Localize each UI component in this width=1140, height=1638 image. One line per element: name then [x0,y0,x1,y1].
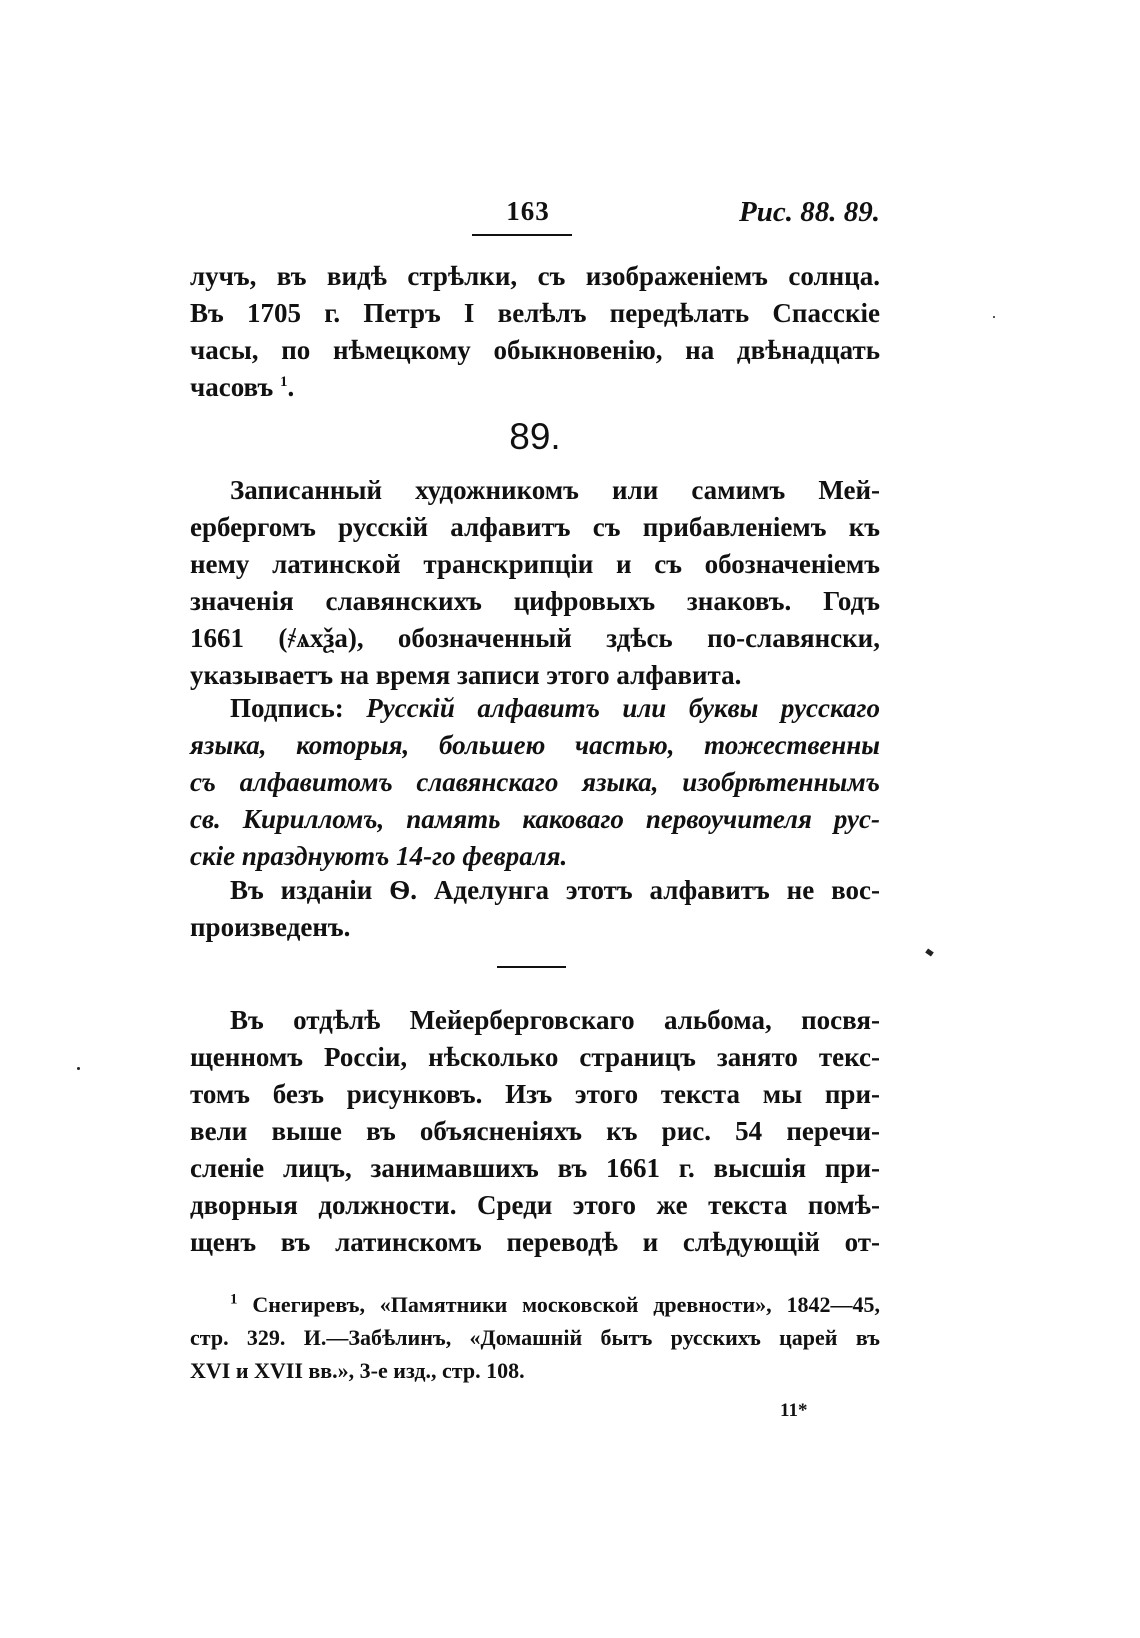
page-number-underline [472,234,572,236]
print-speck [77,1067,80,1070]
running-head: Рис. 88. 89. [739,196,880,228]
footnote-reference: 1 [279,374,288,390]
section-divider [497,966,566,968]
page-header [190,196,880,236]
text-line [190,690,880,727]
text-line: св. Кирилломъ, память каковаго первоучителя рус- [190,804,880,834]
text-line: Въ 1705 г. Петръ I велѣлъ передѣлать Спасскіе [190,298,880,328]
text-line: сленіе лицъ, занимавшихъ въ 1661 г. высшія при- [190,1153,880,1183]
text-line: Записанный художникомъ или самимъ Мей- [230,475,880,505]
footnote-marker: 1 [230,1291,238,1308]
text-line: лучъ, въ видѣ стрѣлки, съ изображеніемъ солнца. [190,261,880,291]
caption-text: Русскій алфавитъ или буквы русскаго [366,693,880,723]
text-line: томъ безъ рисунковъ. Изъ этого текста мы при- [190,1079,880,1109]
text-line: значенія славянскихъ цифровыхъ знаковъ. Годъ [190,586,880,616]
text-line: щенъ въ латинскомъ переводѣ и слѣдующій от- [190,1227,880,1257]
text-line: щенномъ Россіи, нѣсколько страницъ занято текс- [190,1042,880,1072]
text-line: ербергомъ русскій алфавитъ съ прибавленіемъ къ [190,512,880,542]
footnote-line [190,1288,880,1321]
paragraph-alphabet [190,472,880,694]
section-number: 89. [509,416,561,457]
footnote-text: Снегиревъ, «Памятники московской древности», 1842—45, [252,1292,880,1317]
page-number: 163 [506,196,550,226]
paragraph-caption [190,690,880,875]
text-line: нему латинской транскрипціи и съ обозначеніемъ [190,549,880,579]
print-speck [925,948,934,956]
text-line: съ алфавитомъ славянскаго языка, изобрѣтеннымъ [190,767,880,797]
text-line: дворныя должности. Среди этого же текста помѣ- [190,1190,880,1220]
caption-label: Подпись: [230,693,344,723]
text-line: указываетъ на время записи этого алфавита. [190,660,742,690]
text-line: 1661 (҂ѧхѯа), обозначенный здѣсь по-славянски, [190,623,880,653]
text-line: вели выше въ объясненіяхъ къ рис. 54 перечи- [190,1116,880,1146]
signature-mark: 11* [780,1400,808,1421]
text-line: произведенъ. [190,912,351,942]
text-line: языка, которыя, большею частью, тожественны [190,730,880,760]
footnote-line: стр. 329. И.—Забѣлинъ, «Домашній бытъ русскихъ царей въ [190,1325,880,1350]
paragraph-album-section [190,1002,880,1261]
footnote [190,1288,880,1387]
paragraph-top [190,258,880,406]
text-line: часовъ $^1$. [190,372,295,402]
paragraph-adelung [190,872,880,946]
text-line: Въ изданіи Ѳ. Аделунга этотъ алфавитъ не вос- [230,875,880,905]
text-line-content: часовъ [190,372,274,402]
text-line: часы, по нѣмецкому обыкновенію, на двѣнадцать [190,335,880,365]
footnote-line: XVI и XVII вв.», 3-е изд., стр. 108. [190,1358,525,1383]
print-speck [993,316,995,318]
text-line: Въ отдѣлѣ Мейерберговскаго альбома, посвя- [230,1005,880,1035]
text-line: скіе празднуютъ 14-го февраля. [190,841,568,871]
